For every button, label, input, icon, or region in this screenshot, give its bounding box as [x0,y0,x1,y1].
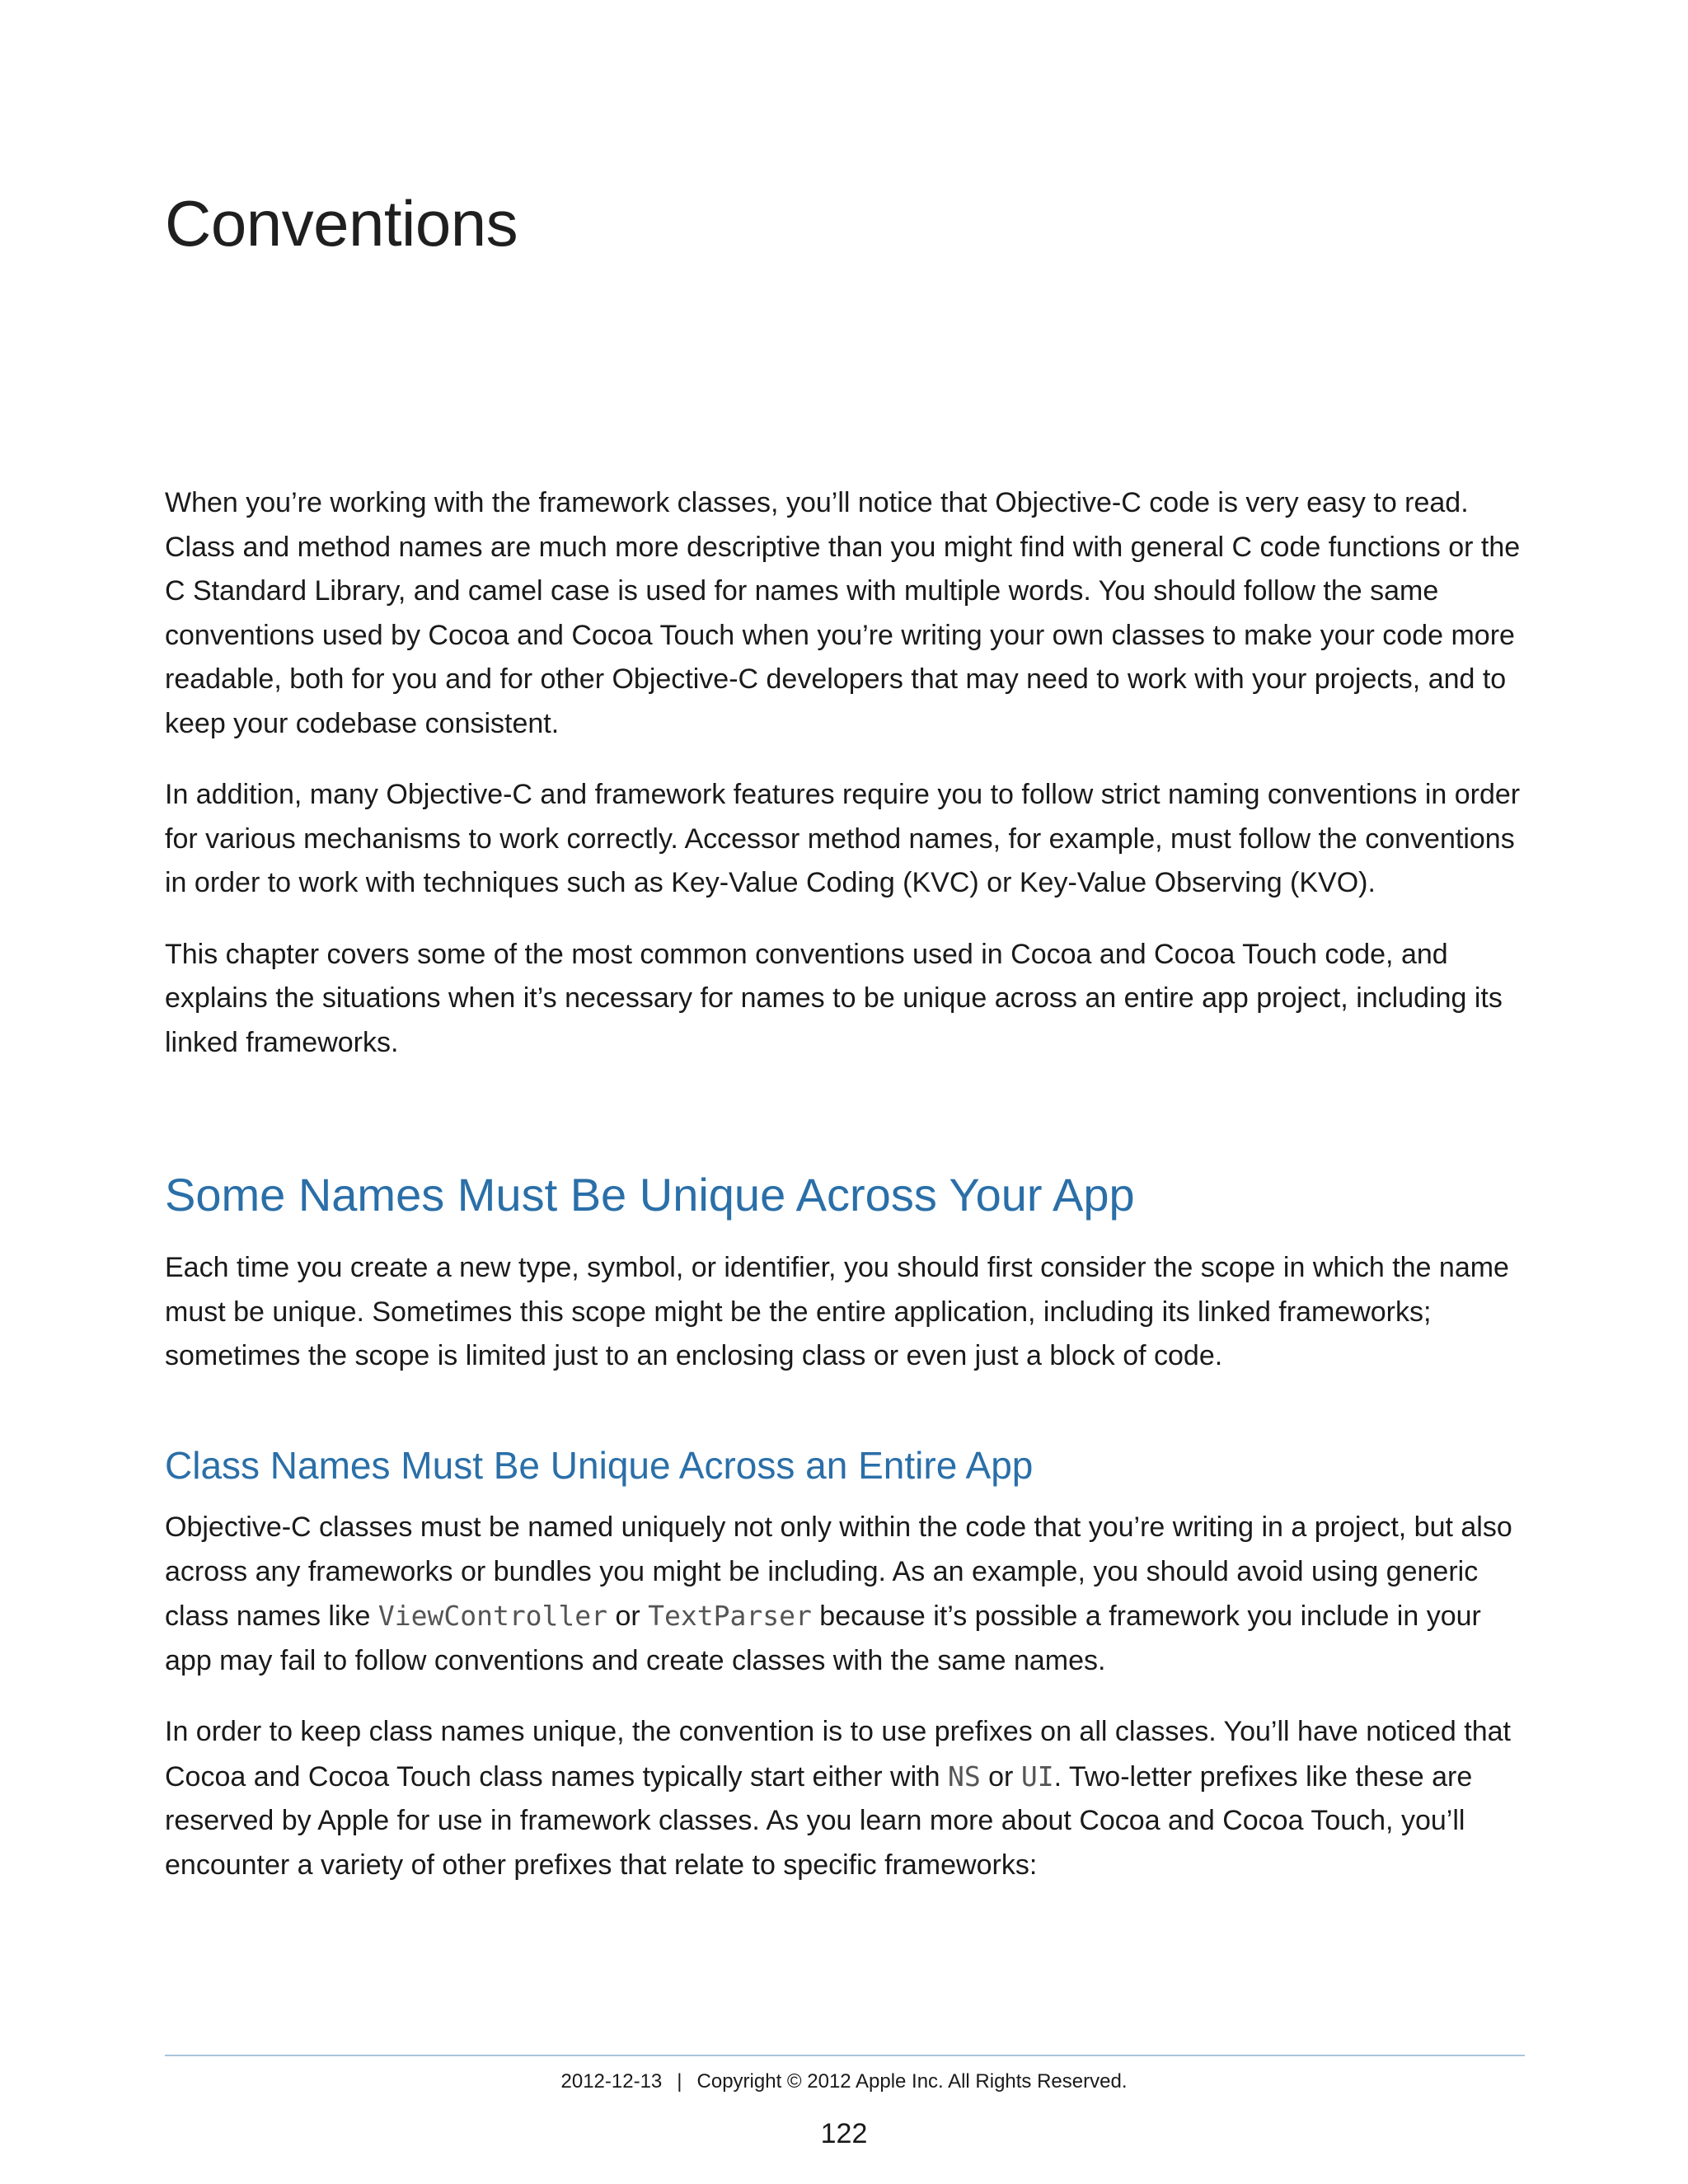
section-body [165,1246,1525,1406]
subsection-heading: Class Names Must Be Unique Across an Entire App [165,1444,1034,1487]
chapter-title: Conventions [165,187,518,260]
text-span: or [980,1760,1021,1793]
footer-copyright: Copyright © 2012 Apple Inc. All Rights Reserved. [696,2070,1128,2093]
text-span: In order to keep class names unique, the convention is to use prefixes on all classes. You’ll have noticed that Cocoa and Cocoa Touch class names typically start either with [165,1716,1511,1793]
subsection-paragraph-2 [165,1710,1525,1887]
footer [0,2070,1688,2093]
intro-paragraph-1: When you’re working with the framework classes, you’ll notice that Objective-C code is very easy to read. Class and method names are much more descriptive than you might find with general C code functions or the C Standard Library, and camel case is used for names with multiple words. You should follow the same conventions used by Cocoa and Cocoa Touch when you’re writing your own classes to make your code more readable, both for you and for other Objective-C developers that may need to work with your projects, and to keep your codebase consistent. [165,487,1521,739]
footer-date: 2012-12-13 [560,2070,663,2093]
intro-paragraph-2: In addition, many Objective-C and framework features require you to follow strict naming conventions in order for various mechanisms to work correctly. Accessor method names, for example, must follow the conventions in order to work with techniques such as Key-Value Coding (KVC) or Key-Value Observing (KVO). [165,779,1521,898]
subsection-paragraph-1 [165,1506,1525,1683]
code-viewcontroller: ViewController [377,1600,608,1632]
text-span: Objective-C classes must be named uniquely not only within the code that you’re writing in a project, but also across any frameworks or bundles you might be including. As an example, you should avoid using generic class names like [165,1511,1512,1632]
text-span: because it’s possible a framework you include in your app may fail to follow conventions and create classes with the same names. [165,1601,1481,1676]
intro-paragraph-3: This chapter covers some of the most common conventions used in Cocoa and Cocoa Touch code, and explains the situations when it’s necessary for names to be unique across an entire app project, including its linked frameworks. [165,938,1503,1058]
footer-separator: | [677,2070,682,2093]
text-span: or [607,1601,649,1632]
intro-section [165,481,1525,1092]
section-heading: Some Names Must Be Unique Across Your App [165,1169,1135,1221]
text-span: . Two-letter prefixes like these are reserved by Apple for use in framework classes. As you learn more about Cocoa and Cocoa Touch, you’ll encounter a variety of other prefixes that relate to specific frameworks: [165,1760,1473,1881]
page-number: 122 [820,2118,868,2149]
code-ns-prefix: NS [947,1760,981,1793]
document-page [165,0,1525,2184]
footer-divider [165,2055,1525,2056]
section-paragraph: Each time you create a new type, symbol, or identifier, you should first consider the scope in which the name must be unique. Sometimes this scope might be the entire application, including its linked frameworks; sometimes the scope is limited just to an enclosing class or even just a block of code. [165,1252,1509,1371]
code-textparser: TextParser [648,1600,812,1632]
code-ui-prefix: UI [1020,1760,1054,1793]
subsection-body [165,1506,1525,1915]
